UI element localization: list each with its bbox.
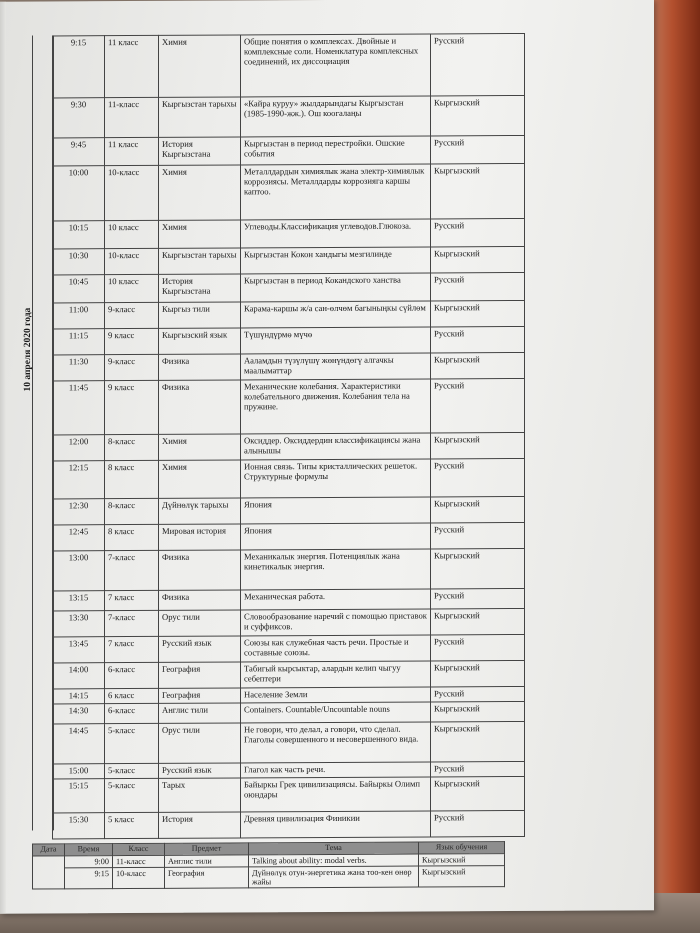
time-cell: 14:30: [53, 704, 105, 724]
lang-cell: Кыргызский: [431, 246, 525, 272]
subject-cell: Кыргыз тили: [159, 302, 241, 328]
subject-cell: Англис тили: [159, 703, 241, 723]
subject-cell: Химия: [159, 220, 241, 248]
table-row: [53, 272, 525, 302]
header-topic: Тема: [249, 842, 419, 855]
table-row: [53, 163, 525, 220]
table-row: [53, 378, 525, 434]
topic-cell: Табигый кырсыктар, алардын келип чыгуу себептери: [241, 661, 431, 688]
time-cell: 10:00: [53, 166, 105, 221]
lang-cell: Русский: [431, 522, 525, 548]
class-cell: 7-класс: [105, 550, 159, 590]
table-row: [53, 246, 525, 274]
lang-cell: Русский: [431, 458, 525, 496]
lang-cell: Русский: [431, 272, 525, 300]
time-cell: 10:30: [53, 249, 105, 275]
topic-cell: Механическая работа.: [241, 589, 431, 610]
table-row: [53, 432, 525, 460]
subject-cell: Орус тили: [159, 610, 241, 636]
lang-cell: Кыргызский: [431, 701, 525, 721]
class-cell: 5 класс: [105, 812, 159, 838]
lang-cell: Кыргызский: [419, 865, 505, 886]
topic-cell: Түшүндүрмө мүчө: [241, 327, 431, 354]
time-cell: 11:45: [53, 381, 105, 435]
next-day-table: [32, 841, 505, 889]
table-row: [53, 496, 525, 524]
lang-cell: Кыргызский: [431, 721, 525, 761]
time-cell: 11:15: [53, 329, 105, 355]
lang-cell: Кыргызский: [431, 660, 525, 686]
table-row: [53, 810, 525, 838]
class-cell: 6 класс: [105, 688, 159, 703]
time-cell: 13:15: [53, 591, 105, 611]
table-row: [53, 522, 525, 550]
subject-cell: Химия: [159, 165, 241, 220]
topic-cell: Япония: [241, 523, 431, 550]
subject-cell: Физика: [159, 590, 241, 610]
class-cell: 5-класс: [105, 723, 159, 763]
topic-cell: Япония: [241, 497, 431, 524]
table-row: [53, 634, 525, 662]
time-cell: 9:00: [65, 855, 113, 867]
time-cell: 13:30: [53, 611, 105, 637]
topic-cell: Механикалык энергия. Потенциялык жана кинетикалык энергия.: [241, 549, 431, 590]
class-cell: 9 класс: [105, 328, 159, 354]
topic-cell: Кыргызстан в период перестройки. Ошские события: [241, 136, 431, 165]
subject-cell: Химия: [159, 434, 241, 460]
lang-cell: Кыргызский: [431, 352, 525, 378]
subject-cell: Мировая история: [159, 524, 241, 550]
topic-cell: «Кайра куруу» жылдарындагы Кыргызстан (1985-1990-жж.). Ош коогалаңы: [241, 96, 431, 137]
subject-cell: Русский язык: [159, 636, 241, 662]
table-row: [53, 458, 525, 498]
topic-cell: Древняя цивилизация Финикии: [241, 811, 431, 838]
subject-cell: Кыргызский язык: [159, 328, 241, 354]
topic-cell: Ионная связь. Типы кристаллических решеток. Структурные формулы: [241, 459, 431, 498]
table-row: [53, 548, 525, 590]
topic-cell: Дүйнөлүк отун-энергетика жана тоо-кен өнөр жайы: [249, 866, 419, 888]
class-cell: 10-класс: [113, 867, 165, 888]
class-cell: 11-класс: [113, 855, 165, 867]
table-row: [53, 701, 525, 723]
class-cell: 9-класс: [105, 302, 159, 328]
subject-cell: История Кыргызстана: [159, 137, 241, 165]
class-cell: 10 класс: [105, 220, 159, 248]
table-row: [53, 721, 525, 763]
class-cell: 7 класс: [105, 590, 159, 610]
table-row: [53, 660, 525, 688]
lang-cell: Русский: [431, 588, 525, 608]
time-cell: 12:30: [53, 499, 105, 525]
time-cell: 12:00: [53, 435, 105, 461]
class-cell: 5-класс: [105, 778, 159, 812]
subject-cell: История: [159, 812, 241, 838]
time-cell: 9:45: [53, 138, 105, 166]
table-row: [53, 326, 525, 354]
table-row: [53, 33, 525, 97]
time-cell: 13:45: [53, 637, 105, 663]
lang-cell: Русский: [431, 326, 525, 352]
topic-cell: Кыргызстан Кокон хандыгы мезгилинде: [241, 247, 431, 274]
time-cell: 11:00: [53, 303, 105, 329]
class-cell: 11 класс: [105, 137, 159, 165]
topic-cell: Containers. Countable/Uncountable nouns: [241, 702, 431, 723]
topic-cell: Население Земли: [241, 687, 431, 703]
date-cell: [33, 856, 65, 889]
topic-cell: Карама-каршы ж/а сан-өлчөм багыныңкы сүйлөм: [241, 301, 431, 328]
subject-cell: Кыргызстан тарыхы: [159, 97, 241, 137]
subject-cell: Англис тили: [165, 855, 249, 867]
table-row: [53, 776, 525, 812]
subject-cell: География: [165, 867, 249, 888]
header-subject: Предмет: [165, 843, 249, 855]
topic-cell: Байыркы Грек цивилизациясы. Байыркы Олимп оюндары: [241, 777, 431, 812]
subject-cell: География: [159, 662, 241, 688]
topic-cell: Ааламдын түзүлүшү жөнүндөгү алгачкы маалыматтар: [241, 353, 431, 380]
subject-cell: Физика: [159, 550, 241, 590]
lang-cell: Кыргызский: [431, 95, 525, 135]
class-cell: 11-класс: [105, 97, 159, 137]
time-cell: 13:00: [53, 551, 105, 591]
lang-cell: Кыргызский: [431, 163, 525, 218]
time-cell: 14:00: [53, 663, 105, 689]
topic-cell: Металлдардын химиялык жана электр-химиялык коррозиясы. Металлдарды коррозияга каршы каптоо.: [241, 164, 431, 220]
subject-cell: Орус тили: [159, 723, 241, 763]
lang-cell: Кыргызский: [431, 608, 525, 634]
class-cell: 6-класс: [105, 703, 159, 723]
subject-cell: Физика: [159, 380, 241, 434]
time-cell: 9:30: [53, 98, 105, 138]
header-lang: Язык обучения: [419, 842, 505, 854]
class-cell: 8 класс: [105, 460, 159, 498]
topic-cell: Углеводы.Классификация углеводов.Глюкоза.: [241, 219, 431, 248]
class-cell: 10-класс: [105, 165, 159, 220]
subject-cell: Дүйнөлүк тарыхы: [159, 498, 241, 524]
table-row: [53, 218, 525, 248]
lang-cell: Русский: [431, 686, 525, 701]
subject-cell: География: [159, 688, 241, 703]
table-row: [53, 95, 525, 137]
time-cell: 14:15: [53, 689, 105, 704]
lang-cell: Кыргызский: [431, 496, 525, 522]
subject-cell: Тарых: [159, 778, 241, 812]
header-class: Класс: [113, 843, 165, 855]
topic-cell: Общие понятия о комплексах. Двойные и комплексные соли. Номенклатура комплексных соединений, их диссоциация: [241, 34, 431, 97]
lang-cell: Русский: [431, 135, 525, 163]
table-row: [33, 865, 505, 889]
time-cell: 10:45: [53, 275, 105, 303]
time-cell: 15:30: [53, 812, 105, 838]
class-cell: 10 класс: [105, 274, 159, 302]
class-cell: 8-класс: [105, 498, 159, 524]
class-cell: 8-класс: [105, 434, 159, 460]
table-row: [53, 588, 525, 610]
lang-cell: Русский: [431, 218, 525, 246]
time-cell: 10:15: [53, 221, 105, 249]
lang-cell: Русский: [431, 761, 525, 776]
lang-cell: Русский: [431, 810, 525, 836]
topic-cell: Оксиддер. Оксиддердин классификациясы жана алынышы: [241, 433, 431, 460]
time-cell: 15:15: [53, 778, 105, 812]
lang-cell: Кыргызский: [419, 853, 505, 865]
lang-cell: Русский: [431, 378, 525, 432]
class-cell: 7-класс: [105, 610, 159, 636]
class-cell: 8 класс: [105, 524, 159, 550]
subject-cell: Кыргызстан тарыхы: [159, 248, 241, 274]
lang-cell: Кыргызский: [431, 432, 525, 458]
table-row: [53, 352, 525, 380]
table-row: [53, 300, 525, 328]
topic-cell: Глагол как часть речи.: [241, 762, 431, 778]
subject-cell: История Кыргызстана: [159, 274, 241, 302]
class-cell: 7 класс: [105, 636, 159, 662]
class-cell: 6-класс: [105, 662, 159, 688]
subject-cell: Физика: [159, 354, 241, 380]
lang-cell: Русский: [431, 33, 525, 95]
time-cell: 9:15: [53, 36, 105, 98]
class-cell: 9 класс: [105, 380, 159, 434]
topic-cell: Словообразование наречий с помощью приставок и суффиксов.: [241, 609, 431, 636]
lang-cell: Русский: [431, 634, 525, 660]
table-row: [53, 608, 525, 636]
time-cell: 12:15: [53, 461, 105, 499]
topic-cell: Механические колебания. Характеристики колебательного движения. Колебания тела на пружине.: [241, 379, 431, 434]
time-cell: 15:00: [53, 764, 105, 779]
class-cell: 10-класс: [105, 248, 159, 274]
page-edge: [0, 2, 6, 914]
time-cell: 11:30: [53, 355, 105, 381]
topic-cell: Кыргызстан в период Кокандского ханства: [241, 273, 431, 302]
subject-cell: Химия: [159, 35, 241, 97]
header-time: Время: [65, 844, 113, 856]
date-column: [23, 35, 54, 830]
header-date: Дата: [33, 844, 65, 856]
time-cell: 14:45: [53, 724, 105, 764]
topic-cell: Talking about ability: modal verbs.: [249, 854, 419, 867]
class-cell: 11 класс: [105, 35, 159, 97]
schedule-table: [52, 33, 525, 839]
lang-cell: Кыргызский: [431, 776, 525, 810]
subject-cell: Химия: [159, 460, 241, 498]
date-label: 10 апреля 2020 года: [23, 307, 33, 392]
time-cell: 12:45: [53, 525, 105, 551]
topic-cell: Не говори, что делал, а говори, что сделал. Глаголы совершенного и несовершенного вида.: [241, 722, 431, 763]
lang-cell: Кыргызский: [431, 548, 525, 588]
subject-cell: Русский язык: [159, 763, 241, 778]
table-row: [53, 135, 525, 165]
class-cell: 9-класс: [105, 354, 159, 380]
lang-cell: Кыргызский: [431, 300, 525, 326]
time-cell: 9:15: [65, 867, 113, 888]
class-cell: 5-класс: [105, 763, 159, 778]
topic-cell: Союзы как служебная часть речи. Простые и составные союзы.: [241, 635, 431, 662]
